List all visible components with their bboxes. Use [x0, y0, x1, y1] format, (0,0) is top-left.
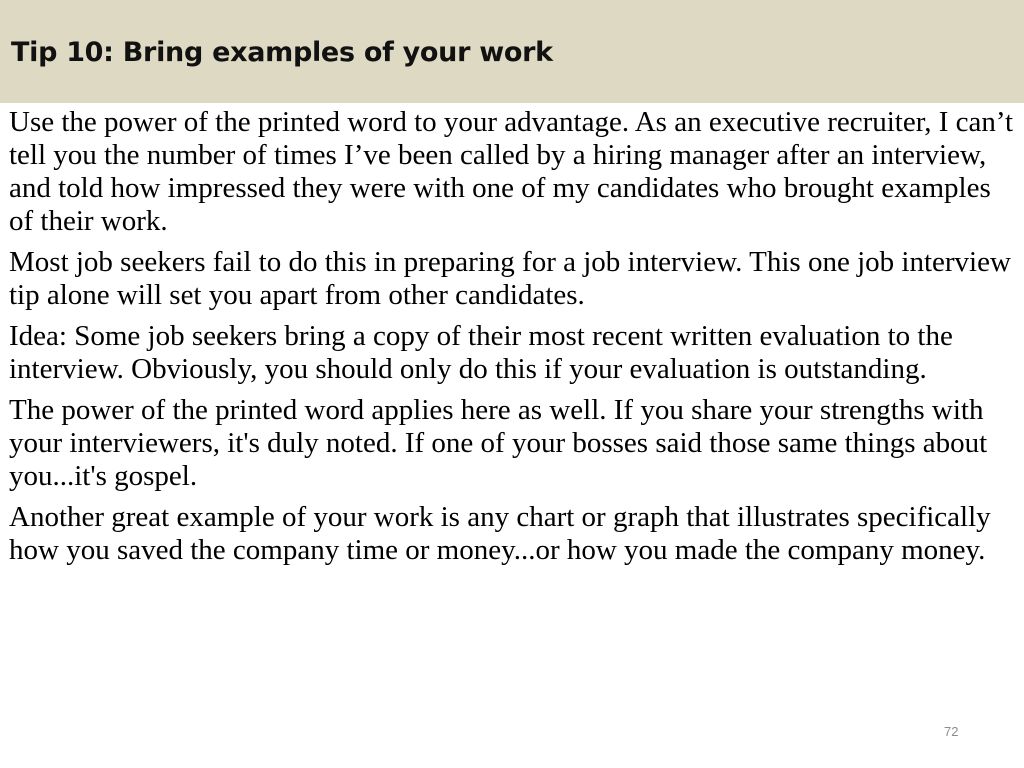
- slide-body: [9, 106, 1019, 575]
- slide-title: Tip 10: Bring examples of your work: [11, 37, 553, 68]
- body-paragraph: Another great example of your work is any chart or graph that illustrates specifically how you saved the company time or money...or how you made the company money.: [9, 501, 991, 566]
- slide-header: [0, 0, 1024, 103]
- page-number: 72: [944, 724, 959, 739]
- body-paragraph: Use the power of the printed word to your advantage. As an executive recruiter, I can’t tell you the number of times I’ve been called by a hiring manager after an interview, and told how impressed they were with one of my candidates who brought examples of their work.: [9, 106, 1014, 237]
- body-paragraph: The power of the printed word applies here as well. If you share your strengths with your interviewers, it's duly noted. If one of your bosses said those same things about you...it's gospel.: [9, 394, 988, 492]
- body-paragraph: Idea: Some job seekers bring a copy of their most recent written evaluation to the interview. Obviously, you should only do this if your evaluation is outstanding.: [9, 320, 953, 385]
- body-paragraph: Most job seekers fail to do this in preparing for a job interview. This one job interview tip alone will set you apart from other candidates.: [9, 246, 1011, 311]
